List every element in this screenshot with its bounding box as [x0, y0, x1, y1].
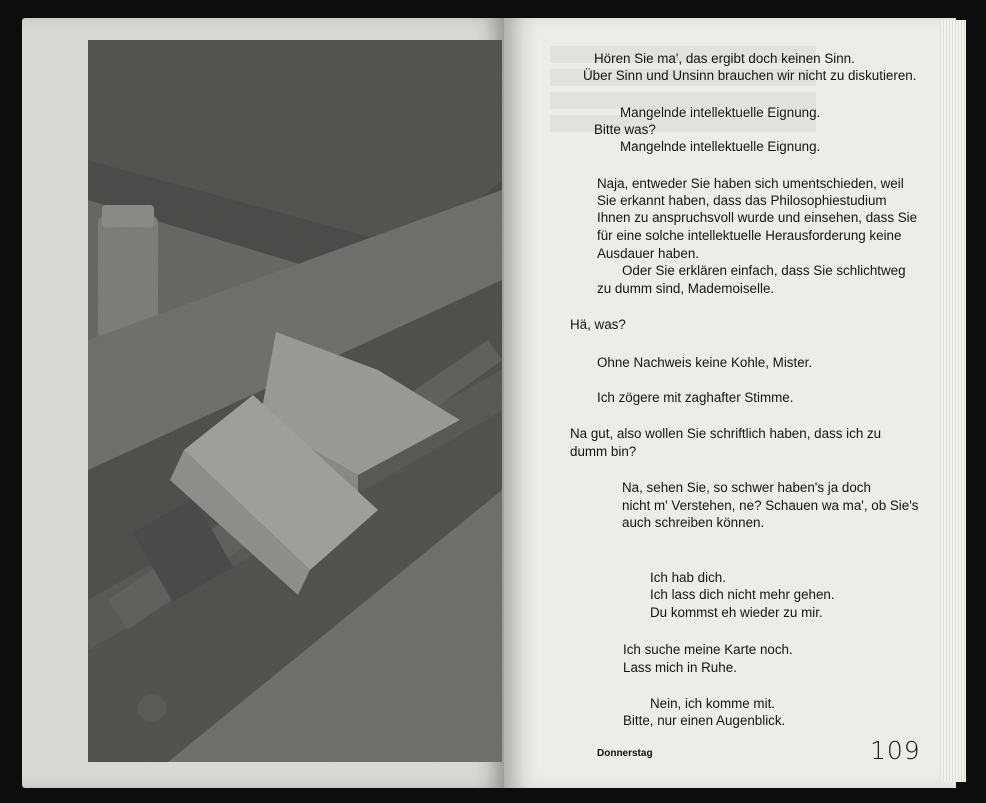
text-line: Ausdauer haben.: [597, 246, 699, 261]
text-line: Ich hab dich.: [650, 570, 726, 585]
text-line: Über Sinn und Unsinn brauchen wir nicht zu diskutieren.: [583, 68, 917, 83]
text-line: Bitte was?: [594, 122, 656, 137]
text-line: Oder Sie erklären einfach, dass Sie schlichtweg: [622, 263, 906, 278]
text-line: Ich zögere mit zaghafter Stimme.: [597, 390, 794, 405]
text-line: Naja, entweder Sie haben sich umentschieden, weil: [597, 176, 904, 191]
page-number: 109: [870, 736, 921, 765]
text-line: Ohne Nachweis keine Kohle, Mister.: [597, 355, 813, 370]
text-line: zu dumm sind, Mademoiselle.: [597, 281, 775, 296]
text-line: Mangelnde intellektuelle Eignung.: [620, 105, 821, 120]
text-line: dumm bin?: [570, 444, 637, 459]
text-line: auch schreiben können.: [622, 515, 765, 530]
text-line: Bitte, nur einen Augenblick.: [623, 713, 786, 728]
text-line: Mangelnde intellektuelle Eignung.: [620, 139, 821, 154]
text-line: nicht m' Verstehen, ne? Schauen wa ma', ob Sie's: [622, 498, 919, 513]
text-line: Ich suche meine Karte noch.: [623, 642, 793, 657]
text-line: Hören Sie ma', das ergibt doch keinen Sinn.: [594, 51, 855, 66]
text-line: Ich lass dich nicht mehr gehen.: [650, 587, 835, 602]
text-line: Du kommst eh wieder zu mir.: [650, 605, 823, 620]
text-line: Ihnen zu anspruchsvoll wurde und einsehen, dass Sie: [597, 210, 918, 225]
photograph-sponges-on-rail: [88, 40, 502, 762]
text-line: Na, sehen Sie, so schwer haben's ja doch: [622, 480, 871, 495]
text-line: Sie erkannt haben, dass das Philosophiestudium: [597, 193, 887, 208]
text-line: Na gut, also wollen Sie schriftlich haben, dass ich zu: [570, 426, 882, 441]
text-line: für eine solche intellektuelle Herausforderung keine: [597, 228, 902, 243]
text-line: Hä, was?: [570, 317, 626, 332]
photo-illustration: [88, 40, 502, 762]
text-line: Nein, ich komme mit.: [650, 696, 776, 711]
text-line: Lass mich in Ruhe.: [623, 660, 737, 675]
right-page-edges: [940, 20, 966, 782]
footer-day: Donnerstag: [597, 748, 653, 759]
